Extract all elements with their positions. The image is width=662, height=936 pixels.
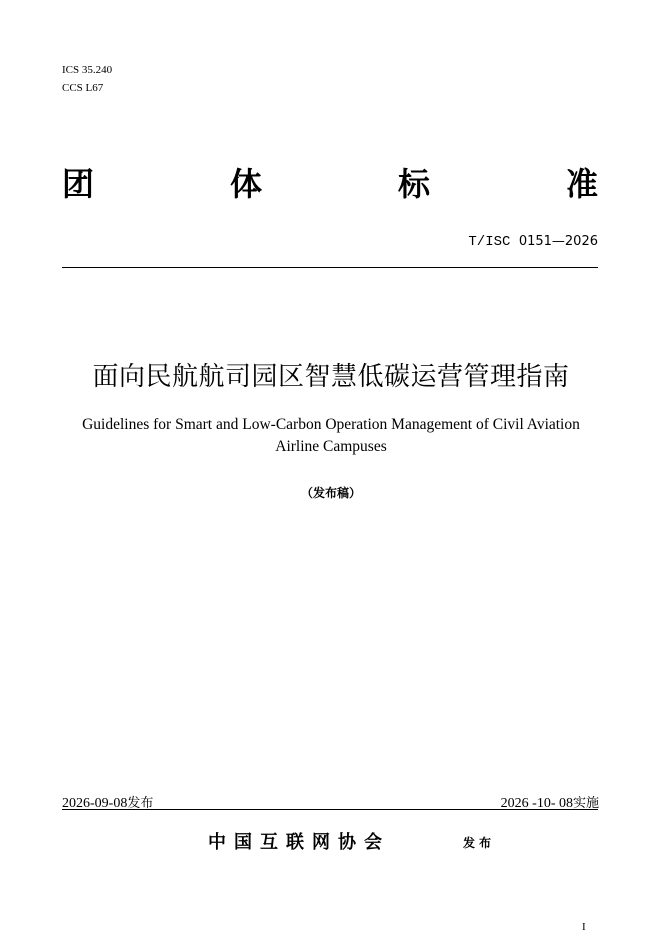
standard-type-char: 体 xyxy=(229,165,262,203)
standard-type-char: 标 xyxy=(397,165,430,203)
standard-code-number: 0151—2026 xyxy=(518,234,598,249)
publish-date-value: 2026-09-08 xyxy=(62,796,128,811)
header-divider xyxy=(62,267,598,268)
standard-type-char: 团 xyxy=(62,165,95,203)
english-title-line-1: Guidelines for Smart and Low-Carbon Operation Management of Civil Aviation xyxy=(82,416,580,433)
ccs-code: CCS L67 xyxy=(62,82,104,94)
implement-date-value: 2026 -10- 08 xyxy=(500,796,573,811)
standard-type-heading xyxy=(62,160,598,204)
standard-type-char: 准 xyxy=(565,165,598,203)
implement-date-label: 实施 xyxy=(572,796,599,811)
english-title xyxy=(60,414,602,458)
issuer-action: 发布 xyxy=(463,836,496,850)
ics-code: ICS 35.240 xyxy=(62,64,113,76)
publish-date-label: 发布 xyxy=(127,796,154,811)
draft-status: （发布稿） xyxy=(300,486,361,500)
standard-code-prefix: T/ISC xyxy=(468,234,519,250)
standard-code xyxy=(468,234,598,250)
footer-divider xyxy=(62,809,598,810)
chinese-title: 面向民航航司园区智慧低碳运营管理指南 xyxy=(92,362,570,392)
page-number: I xyxy=(582,921,586,933)
english-title-line-2: Airline Campuses xyxy=(275,438,387,455)
issuer-name: 中国互联网协会 xyxy=(208,832,390,853)
